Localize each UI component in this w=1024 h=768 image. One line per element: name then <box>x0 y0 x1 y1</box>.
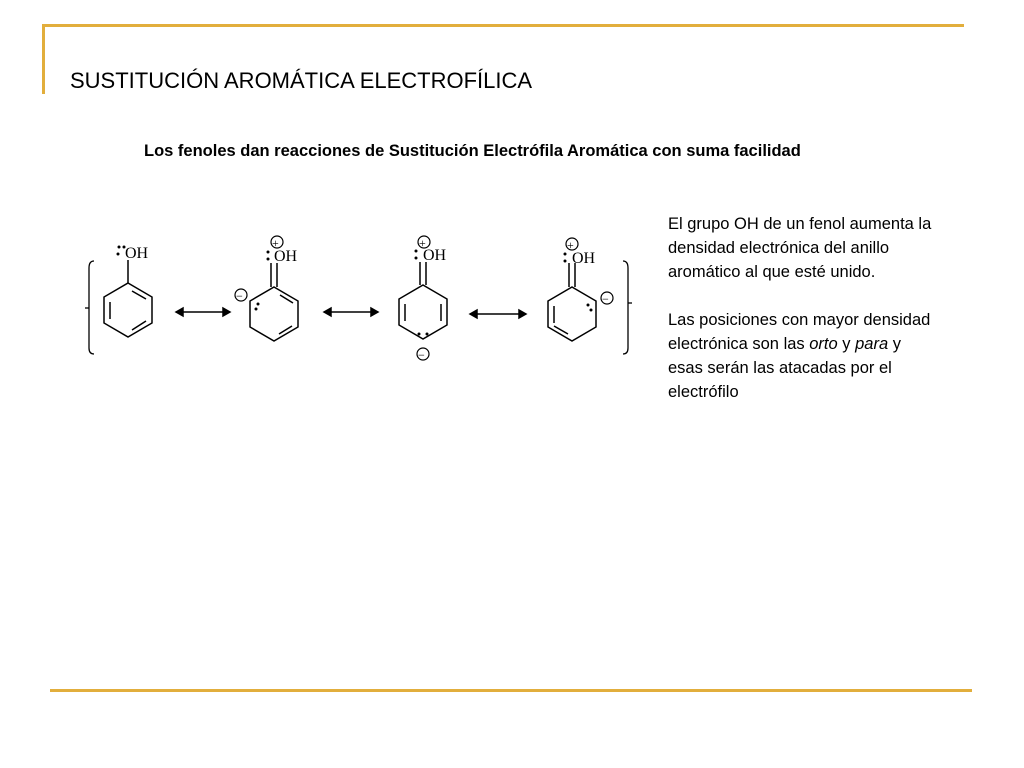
paragraph-2-part-2: y <box>837 335 856 353</box>
oh-label-3: OH <box>423 247 447 264</box>
svg-text:+: + <box>419 236 426 250</box>
svg-text:+: + <box>567 238 574 252</box>
right-bracket <box>623 261 628 354</box>
paragraph-oh-group: El grupo OH de un fenol aumenta la densidad electrónica del anillo aromático al que esté unido. <box>668 215 932 281</box>
ortho-resonance-structure-1 <box>235 236 298 341</box>
svg-text:−: − <box>602 292 609 306</box>
left-bracket <box>89 261 94 354</box>
resonance-arrow-1 <box>176 308 230 316</box>
ortho-resonance-structure-2 <box>548 238 613 341</box>
phenol-resonance-diagram <box>80 228 640 368</box>
resonance-arrow-3 <box>470 310 526 318</box>
para-resonance-structure <box>399 236 447 362</box>
paragraph-ortho-para <box>668 308 938 404</box>
oh-label-4: OH <box>572 250 596 267</box>
slide-title: SUSTITUCIÓN AROMÁTICA ELECTROFÍLICA <box>70 68 533 93</box>
bottom-accent-line <box>50 689 972 692</box>
paragraph-2-part-3: y esas serán las atacadas por el electrófilo <box>668 335 901 401</box>
oh-label-2: OH <box>274 248 298 265</box>
svg-text:−: − <box>236 289 243 303</box>
resonance-arrow-2 <box>324 308 378 316</box>
oh-label-1: OH <box>125 245 149 262</box>
slide-subtitle: Los fenoles dan reacciones de Sustitución Electrófila Aromática con suma facilidad <box>144 142 801 160</box>
top-accent-line <box>42 24 964 27</box>
phenol-structure <box>104 245 152 337</box>
svg-text:+: + <box>272 236 279 250</box>
para-term: para <box>855 335 889 353</box>
explanation-text <box>668 212 938 404</box>
left-accent-line <box>42 24 45 94</box>
paragraph-2-part-1: Las posiciones con mayor densidad electrónica son las <box>668 311 931 353</box>
orto-term: orto <box>809 335 838 353</box>
svg-text:−: − <box>418 348 425 362</box>
